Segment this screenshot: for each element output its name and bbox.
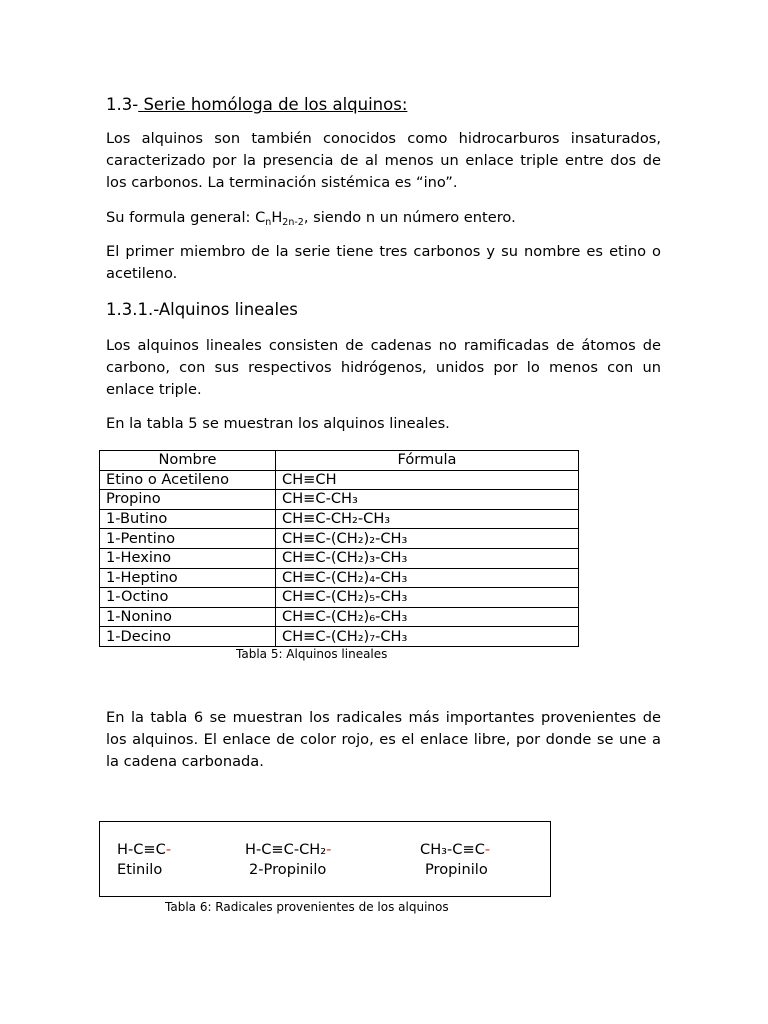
cell-name: 1-Nonino xyxy=(100,607,276,627)
radical-formula: H-C≡C- xyxy=(117,841,172,858)
cell-name: 1-Butino xyxy=(100,509,276,529)
cell-name: 1-Decino xyxy=(100,627,276,647)
table-row xyxy=(100,607,579,627)
table-6-caption: Tabla 6: Radicales provenientes de los alquinos xyxy=(165,900,449,914)
cell-formula: CH≡C-(CH₂)₃-CH₃ xyxy=(276,548,579,568)
radical-formula: CH₃-C≡C- xyxy=(420,841,491,858)
free-bond: - xyxy=(326,841,332,858)
table-row xyxy=(100,529,579,549)
radical-name: 2-Propinilo xyxy=(249,861,327,878)
table-row xyxy=(100,470,579,490)
cell-name: 1-Hexino xyxy=(100,548,276,568)
section-number: 1.3- xyxy=(106,95,139,114)
cell-formula: CH≡C-(CH₂)₂-CH₃ xyxy=(276,529,579,549)
subsection-heading: 1.3.1.-Alquinos lineales xyxy=(106,300,298,319)
table-row xyxy=(100,548,579,568)
section-heading xyxy=(106,94,407,116)
paragraph-first-member: El primer miembro de la serie tiene tres carbonos y su nombre es etino o acetileno. xyxy=(106,243,661,282)
column-header-name: Nombre xyxy=(100,451,276,471)
table-row xyxy=(100,627,579,647)
free-bond: - xyxy=(165,841,172,858)
cell-formula: CH≡C-(CH₂)₅-CH₃ xyxy=(276,588,579,608)
radical-name: Etinilo xyxy=(117,861,163,878)
cell-formula: CH≡C-(CH₂)₇-CH₃ xyxy=(276,627,579,647)
table-row xyxy=(100,588,579,608)
table-row xyxy=(100,490,579,510)
radical-formula: H-C≡C-CH₂- xyxy=(245,841,332,858)
cell-formula: CH≡C-CH₂-CH₃ xyxy=(276,509,579,529)
free-bond: - xyxy=(484,841,491,858)
cell-name: 1-Pentino xyxy=(100,529,276,549)
table-row xyxy=(100,509,579,529)
cell-name: Etino o Acetileno xyxy=(100,470,276,490)
table-5-linear-alkynes xyxy=(99,450,579,647)
table-header-row xyxy=(100,451,579,471)
cell-name: 1-Octino xyxy=(100,588,276,608)
cell-formula: CH≡C-(CH₂)₄-CH₃ xyxy=(276,568,579,588)
cell-formula: CH≡C-CH₃ xyxy=(276,490,579,510)
cell-name: 1-Heptino xyxy=(100,568,276,588)
paragraph-table5-intro: En la tabla 5 se muestran los alquinos lineales. xyxy=(106,415,450,432)
radical-name: Propinilo xyxy=(425,861,488,878)
paragraph-intro: Los alquinos son también conocidos como hidrocarburos insaturados, caracterizado por la presencia de al menos un enlace triple entre dos de los carbonos. La terminación sistémica es “ino”. xyxy=(106,130,661,191)
cell-name: Propino xyxy=(100,490,276,510)
paragraph-table6-intro: En la tabla 6 se muestran los radicales más importantes provenientes de los alquinos. El enlace de color rojo, es el enlace libre, por donde se une a la cadena carbonada. xyxy=(106,709,661,770)
column-header-formula: Fórmula xyxy=(276,451,579,471)
table-5-caption: Tabla 5: Alquinos lineales xyxy=(236,647,388,661)
paragraph-general-formula: Su formula general: $C_nH_{2n-2}$, siendo n un número entero. xyxy=(106,209,516,228)
section-title: Serie homóloga de los alquinos: xyxy=(143,95,408,114)
cell-formula: CH≡C-(CH₂)₆-CH₃ xyxy=(276,607,579,627)
paragraph-linear-alkynes: Los alquinos lineales consisten de cadenas no ramificadas de átomos de carbono, con sus respectivos hidrógenos, unidos por lo menos con un enlace triple. xyxy=(106,337,661,398)
table-row xyxy=(100,568,579,588)
cell-formula: CH≡CH xyxy=(276,470,579,490)
